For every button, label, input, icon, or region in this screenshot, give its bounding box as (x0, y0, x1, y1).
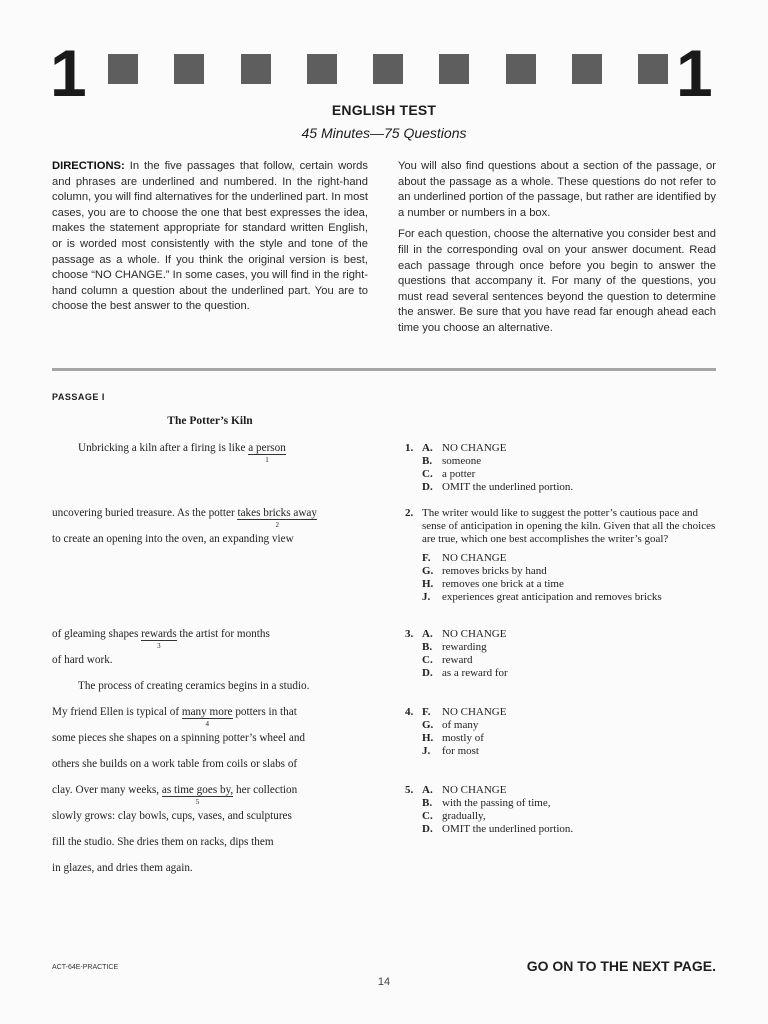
answer-option[interactable]: NO CHANGE (442, 628, 507, 640)
divider-square (307, 54, 337, 84)
question-ref-5: 5 (195, 798, 200, 806)
directions-right (398, 159, 716, 343)
question-number: 5. (405, 784, 414, 796)
answer-option[interactable]: OMIT the underlined portion. (442, 823, 574, 835)
passage-line: Unbricking a kiln after a firing is like a person 1 (78, 442, 286, 464)
divider-square (439, 54, 469, 84)
passage-line: some pieces she shapes on a spinning potter’s wheel and (52, 732, 306, 744)
question-ref-2: 2 (275, 521, 279, 529)
passage-line: to create an opening into the oven, an expanding view (52, 533, 294, 545)
divider-square (572, 54, 602, 84)
underlined-phrase-3[interactable]: rewards 3 (141, 628, 177, 650)
answer-option[interactable]: NO CHANGE (442, 442, 507, 454)
question-number: 1. (405, 442, 414, 454)
answer-option[interactable]: with the passing of time, (442, 797, 551, 809)
passage-line: of hard work. (52, 654, 113, 666)
answer-option[interactable]: of many (442, 719, 479, 731)
question-ref-3: 3 (157, 642, 161, 650)
answer-option[interactable]: reward (442, 654, 473, 666)
answer-option[interactable]: NO CHANGE (442, 706, 507, 718)
answer-option[interactable]: removes bricks by hand (442, 565, 547, 577)
test-title: ENGLISH TEST (331, 102, 437, 118)
underlined-phrase-4[interactable]: many more 4 (181, 706, 233, 728)
divider-square (241, 54, 271, 84)
section-rule (52, 368, 716, 371)
passage-line: in glazes, and dries them again. (52, 862, 193, 874)
directions-label: DIRECTIONS: (52, 160, 125, 172)
directions-text: In the five passages that follow, certain words and phrases are underlined and numbered. In the right-hand column, you will find alternatives for the underlined part. In most cases, you are to choose the one that best expresses the idea, makes the statement appropriate for standard written English, or is worded most consistently with the style and tone of the passage as a whole. If you think the original version is best, choose “NO CHANGE.” In some cases, you will find in the right-hand column a question about the underlined part. You are to choose the best answer to the question. (52, 160, 368, 313)
underlined-phrase-5[interactable]: as time goes by, 5 (161, 784, 234, 806)
page-number: 14 (377, 976, 391, 988)
passage-line: others she builds on a work table from coils or slabs of (52, 758, 298, 770)
question-3: 3. A. NO CHANGE B. rewarding C. reward D. as a reward for (405, 628, 508, 679)
answer-option[interactable]: NO CHANGE (442, 552, 507, 564)
question-stem: The writer would like to suggest the potter’s cautious pace and sense of anticipation in opening the kiln. Given that all the choices are true, which one best accomplishes the writer’s goal? (422, 507, 716, 545)
answer-option[interactable]: gradually, (442, 810, 486, 822)
passage-line: uncovering buried treasure. As the potter takes bricks away 2 (52, 507, 317, 529)
answer-option[interactable]: for most (442, 745, 479, 757)
directions-right-paragraph-1: You will also find questions about a section of the passage, or about the passage as a whole. These questions do not refer to an underlined portion of the passage, but rather are identified by a number or numbers in a box. (398, 160, 716, 219)
answer-option[interactable]: mostly of (442, 732, 484, 744)
underlined-phrase-2[interactable]: takes bricks away 2 (237, 507, 317, 529)
answer-option[interactable]: someone (442, 455, 482, 467)
test-subtitle: 45 Minutes—75 Questions (301, 125, 467, 141)
question-number: 2. (405, 507, 414, 519)
divider-square (638, 54, 668, 84)
question-1: 1. A. NO CHANGE B. someone C. a potter D. OMIT the underlined portion. (405, 442, 574, 493)
answer-option[interactable]: OMIT the underlined portion. (442, 481, 574, 493)
answer-option[interactable]: experiences great anticipation and removes bricks (442, 591, 662, 603)
underlined-phrase-1[interactable]: a person 1 (248, 442, 286, 464)
answer-option[interactable]: as a reward for (442, 667, 508, 679)
section-divider-squares (108, 54, 668, 84)
passage-label: PASSAGE I (52, 392, 105, 402)
question-number: 4. (405, 706, 414, 718)
directions-left (52, 159, 368, 321)
passage-line: fill the studio. She dries them on racks, dips them (52, 836, 274, 848)
divider-square (506, 54, 536, 84)
passage-title: The Potter’s Kiln (167, 415, 253, 427)
passage-line: The process of creating ceramics begins in a studio. (78, 680, 310, 692)
question-number: 3. (405, 628, 414, 640)
divider-square (108, 54, 138, 84)
section-number-right: 1 (676, 36, 713, 110)
question-ref-1: 1 (265, 456, 269, 464)
answer-option[interactable]: a potter (442, 468, 476, 480)
section-number-left: 1 (50, 36, 87, 110)
continue-instruction: GO ON TO THE NEXT PAGE. (526, 958, 716, 974)
question-2: 2. The writer would like to suggest the potter’s cautious pace and sense of anticipation in opening the kiln. Given that all the choices are true, which one best accomplishes the writer’s goal? F. NO CHANGE G. removes bricks by hand H. removes one brick at a time J. experiences great anticipation and removes bricks (405, 507, 716, 603)
answer-option[interactable]: NO CHANGE (442, 784, 507, 796)
question-4: 4. F. NO CHANGE G. of many H. mostly of J. for most (405, 706, 507, 757)
form-code: ACT-64E-PRACTICE (52, 964, 119, 971)
question-5: 5. A. NO CHANGE B. with the passing of time, C. gradually, D. OMIT the underlined portion. (405, 784, 574, 835)
passage-line: My friend Ellen is typical of many more 4 potters in that (52, 706, 297, 728)
divider-square (373, 54, 403, 84)
passage-line: slowly grows: clay bowls, cups, vases, and sculptures (52, 810, 292, 822)
passage-line: of gleaming shapes rewards 3 the artist for months (52, 628, 270, 650)
directions-right-paragraph-2: For each question, choose the alternative you consider best and fill in the corresponding oval on your answer document. Read each passage through once before you begin to answer the questions that accompany it. For many of the questions, you must read several sentences beyond the question to determine the answer. Be sure that you have read far enough ahead each time you choose an alternative. (398, 228, 716, 334)
question-ref-4: 4 (205, 720, 209, 728)
passage-line: clay. Over many weeks, as time goes by, 5 her collection (52, 784, 298, 806)
divider-square (174, 54, 204, 84)
answer-option[interactable]: rewarding (442, 641, 487, 653)
answer-option[interactable]: removes one brick at a time (442, 578, 564, 590)
